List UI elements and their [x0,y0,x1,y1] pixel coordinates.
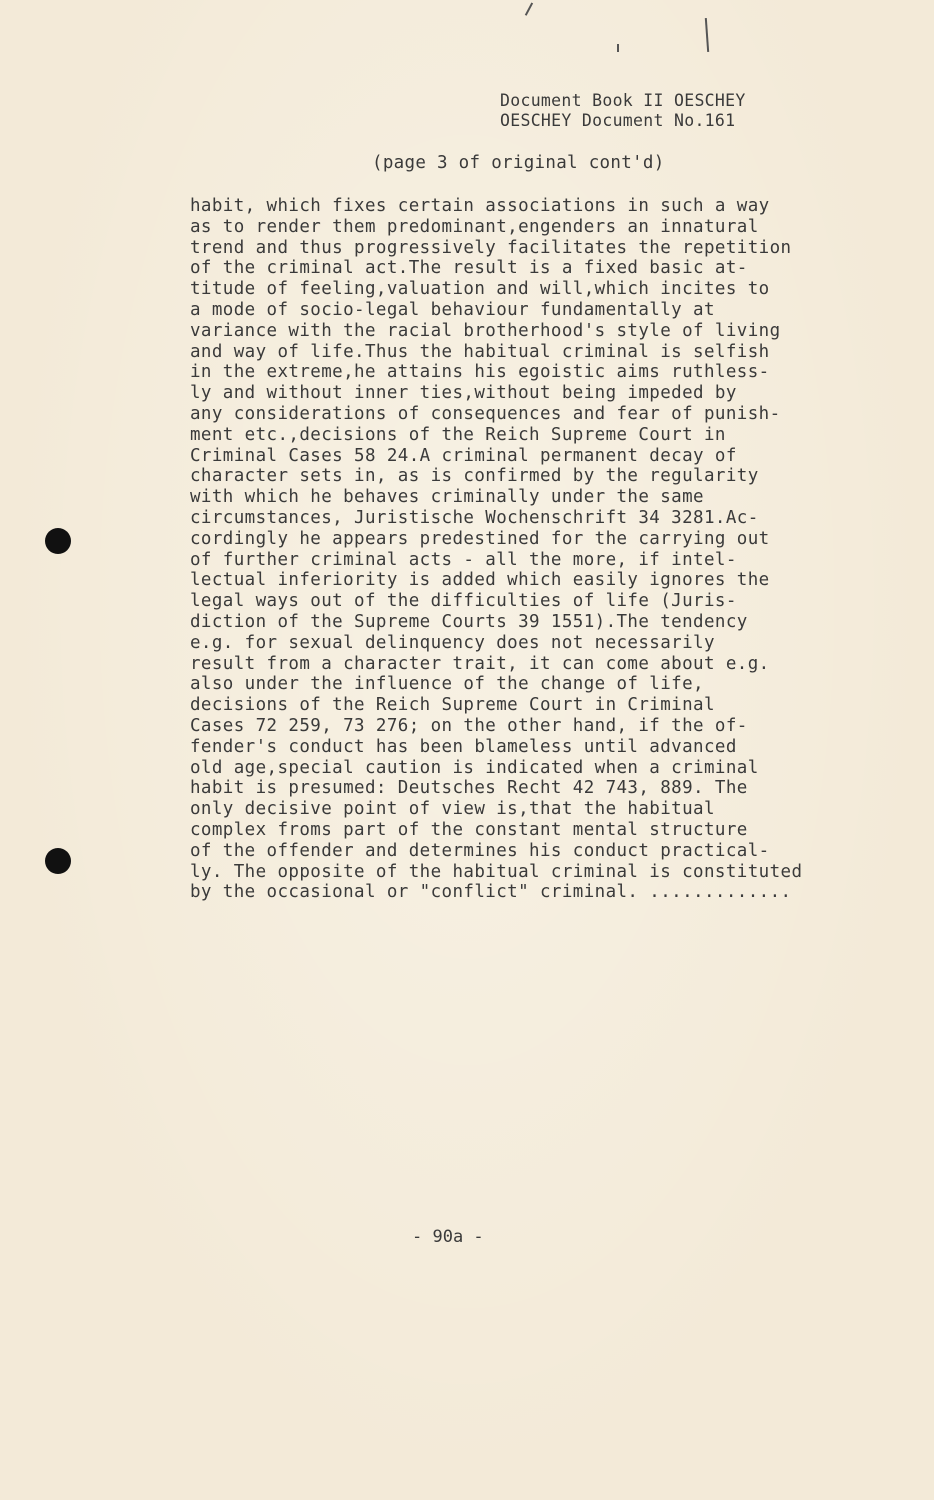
body-line: of further criminal acts - all the more, if intel- [190,549,737,570]
body-line: also under the influence of the change of life, [190,674,704,695]
body-line: in the extreme,he attains his egoistic aims ruthless- [190,362,770,383]
body-line: of the offender and determines his conduct practical- [190,840,770,861]
body-line: trend and thus progressively facilitates the repetition [190,237,792,258]
page-number: - 90a - [412,1227,484,1247]
body-line: cordingly he appears predestined for the carrying out [190,528,770,549]
body-line: ment etc.,decisions of the Reich Supreme Court in [190,424,726,445]
body-line: habit, which fixes certain associations in such a way [190,196,770,216]
body-line: fender's conduct has been blameless until advanced [190,736,737,757]
body-line: diction of the Supreme Courts 39 1551).The tendency [190,611,748,632]
body-line: ly. The opposite of the habitual criminal is constituted [190,861,803,882]
body-line: as to render them predominant,engenders an innatural [190,216,759,237]
punch-hole-icon [45,528,71,554]
body-line: variance with the racial brotherhood's style of living [190,320,781,341]
document-header [500,91,746,131]
body-line: only decisive point of view is,that the habitual [190,799,715,820]
body-line: decisions of the Reich Supreme Court in Criminal [190,695,715,716]
body-line: a mode of socio-legal behaviour fundamentally at [190,299,715,320]
pencil-mark [525,2,533,15]
punch-hole-icon [45,848,71,874]
page-continuation-note: (page 3 of original cont'd) [372,153,665,173]
body-line: lectual inferiority is added which easily ignores the [190,570,770,591]
pencil-mark [617,44,619,52]
body-line: complex froms part of the constant mental structure [190,819,748,840]
header-line: Document Book II OESCHEY [500,91,746,110]
body-line: Criminal Cases 58 24.A criminal permanent decay of [190,445,737,466]
body-line: legal ways out of the difficulties of life (Juris- [190,591,737,612]
body-line: any considerations of consequences and fear of punish- [190,403,781,424]
body-line: with which he behaves criminally under the same [190,487,704,508]
body-line: ly and without inner ties,without being impeded by [190,383,737,404]
body-line: circumstances, Juristische Wochenschrift 34 3281.Ac- [190,507,759,528]
pencil-mark [705,18,709,52]
body-line: character sets in, as is confirmed by the regularity [190,466,759,487]
body-line: e.g. for sexual delinquency does not necessarily [190,632,715,653]
body-line: old age,special caution is indicated when a criminal [190,757,759,778]
body-line: by the occasional or "conflict" criminal. ............. [190,882,792,903]
document-body [190,196,870,903]
body-line: of the criminal act.The result is a fixed basic at- [190,258,748,279]
body-line: habit is presumed: Deutsches Recht 42 743, 889. The [190,778,748,799]
body-line: result from a character trait, it can come about e.g. [190,653,770,674]
body-line: Cases 72 259, 73 276; on the other hand, if the of- [190,715,748,736]
header-line: OESCHEY Document No.161 [500,111,736,130]
body-line: titude of feeling,valuation and will,which incites to [190,279,770,300]
body-line: and way of life.Thus the habitual criminal is selfish [190,341,770,362]
